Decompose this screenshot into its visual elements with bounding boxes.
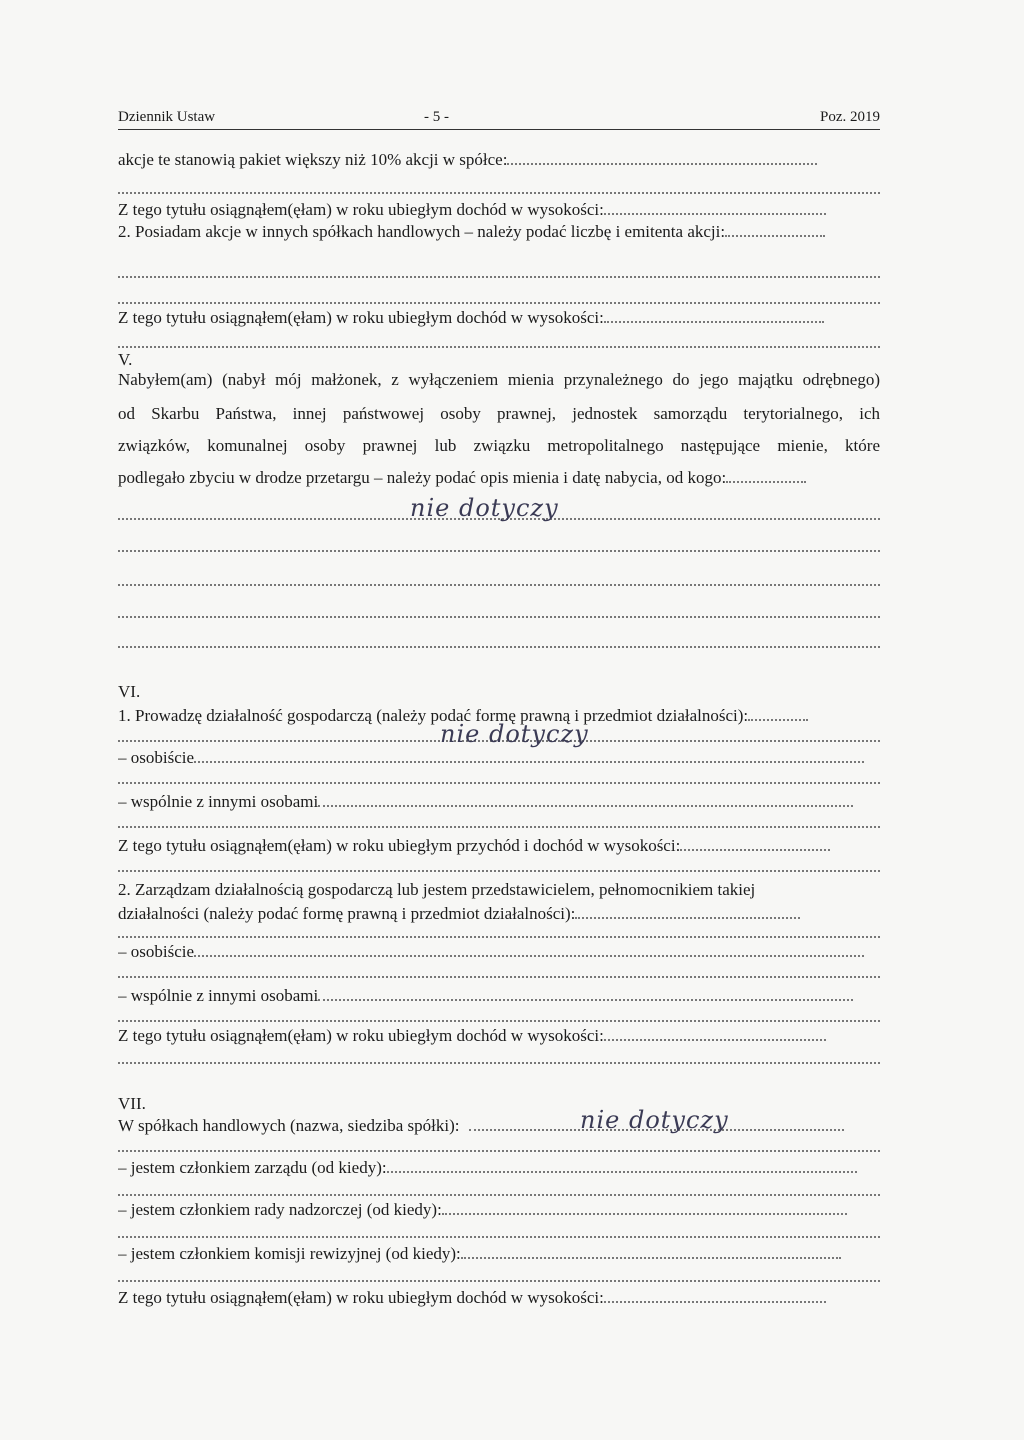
dotted-line [118,768,880,784]
dotted-line [118,1180,880,1196]
dotted-line [118,288,880,304]
page-number: - 5 - [424,109,449,125]
income-line-2: Z tego tytułu osiągnąłem(ęłam) w roku ubiegłym dochód w wysokości: [118,308,880,330]
dotted-line [118,602,880,618]
dotted-line [118,962,880,978]
shares-line: akcje te stanowią pakiet większy niż 10% akcji w spółce: [118,150,880,172]
dotted-line [118,1222,880,1238]
handwritten-not-applicable: nie dotyczy [440,720,589,748]
revenue-income-line: Z tego tytułu osiągnąłem(ęłam) w roku ubiegłym przychód i dochód w wysokości: [118,836,880,858]
business-activity-line: 1. Prowadzę działalność gospodarczą (należy podać formę prawną i przedmiot działalności): [118,706,880,728]
jointly-line-2: – wspólnie z innymi osobami [118,986,880,1008]
dotted-line [118,570,880,586]
journal-name: Dziennik Ustaw [118,109,216,125]
section-v-text: Nabyłem(am) (nabył mój małżonek, z wyłączeniem mienia przynależnego do jego majątku odrębnego) [118,370,880,389]
page-header [118,109,880,130]
dotted-line [118,536,880,552]
position-number: Poz. 2019 [820,109,880,125]
other-shares-line: 2. Posiadam akcje w innych spółkach handlowych – należy podać liczbę i emitenta akcji: [118,222,880,244]
handwritten-not-applicable: nie dotyczy [580,1106,729,1134]
dotted-line [118,1006,880,1022]
income-line: Z tego tytułu osiągnąłem(ęłam) w roku ubiegłym dochód w wysokości: [118,200,880,222]
management-line: 2. Zarządzam działalnością gospodarczą lub jestem przedstawicielem, pełnomocnikiem takiej [118,880,756,899]
personally-line-2: – osobiście [118,942,880,964]
section-v-text: podlegało zbyciu w drodze przetargu – należy podać opis mienia i datę nabycia, od kogo: [118,468,880,490]
dotted-line [118,1266,880,1282]
income-line-4: Z tego tytułu osiągnąłem(ęłam) w roku ubiegłym dochód w wysokości: [118,1288,880,1310]
personally-line: – osobiście [118,748,880,770]
companies-line: W spółkach handlowych (nazwa, siedziba spółki): [118,1116,880,1138]
dotted-line [118,332,880,348]
dotted-line [118,922,880,938]
income-line-3: Z tego tytułu osiągnąłem(ęłam) w roku ubiegłym dochód w wysokości: [118,1026,880,1048]
section-v-heading: V. [118,350,133,369]
supervisory-board-line: – jestem członkiem rady nadzorczej (od kiedy): [118,1200,880,1222]
handwritten-not-applicable: nie dotyczy [410,494,559,522]
section-v-text: związków, komunalnej osoby prawnej lub związku metropolitalnego następujące mienie, które [118,436,880,455]
section-vi-heading: VI. [118,682,141,701]
dotted-line [118,1136,880,1152]
section-vii-heading: VII. [118,1094,146,1113]
management-line-2: działalności (należy podać formę prawną i przedmiot działalności): [118,904,880,926]
board-member-line: – jestem członkiem zarządu (od kiedy): [118,1158,880,1180]
audit-committee-line: – jestem członkiem komisji rewizyjnej (od kiedy): [118,1244,880,1266]
dotted-line [118,178,880,194]
dotted-line [118,856,880,872]
dotted-line [118,262,880,278]
dotted-line [118,632,880,648]
jointly-line: – wspólnie z innymi osobami [118,792,880,814]
dotted-line [118,812,880,828]
section-v-text: od Skarbu Państwa, innej państwowej osoby prawnej, jednostek samorządu terytorialnego, ich [118,404,880,423]
dotted-line [118,1048,880,1064]
